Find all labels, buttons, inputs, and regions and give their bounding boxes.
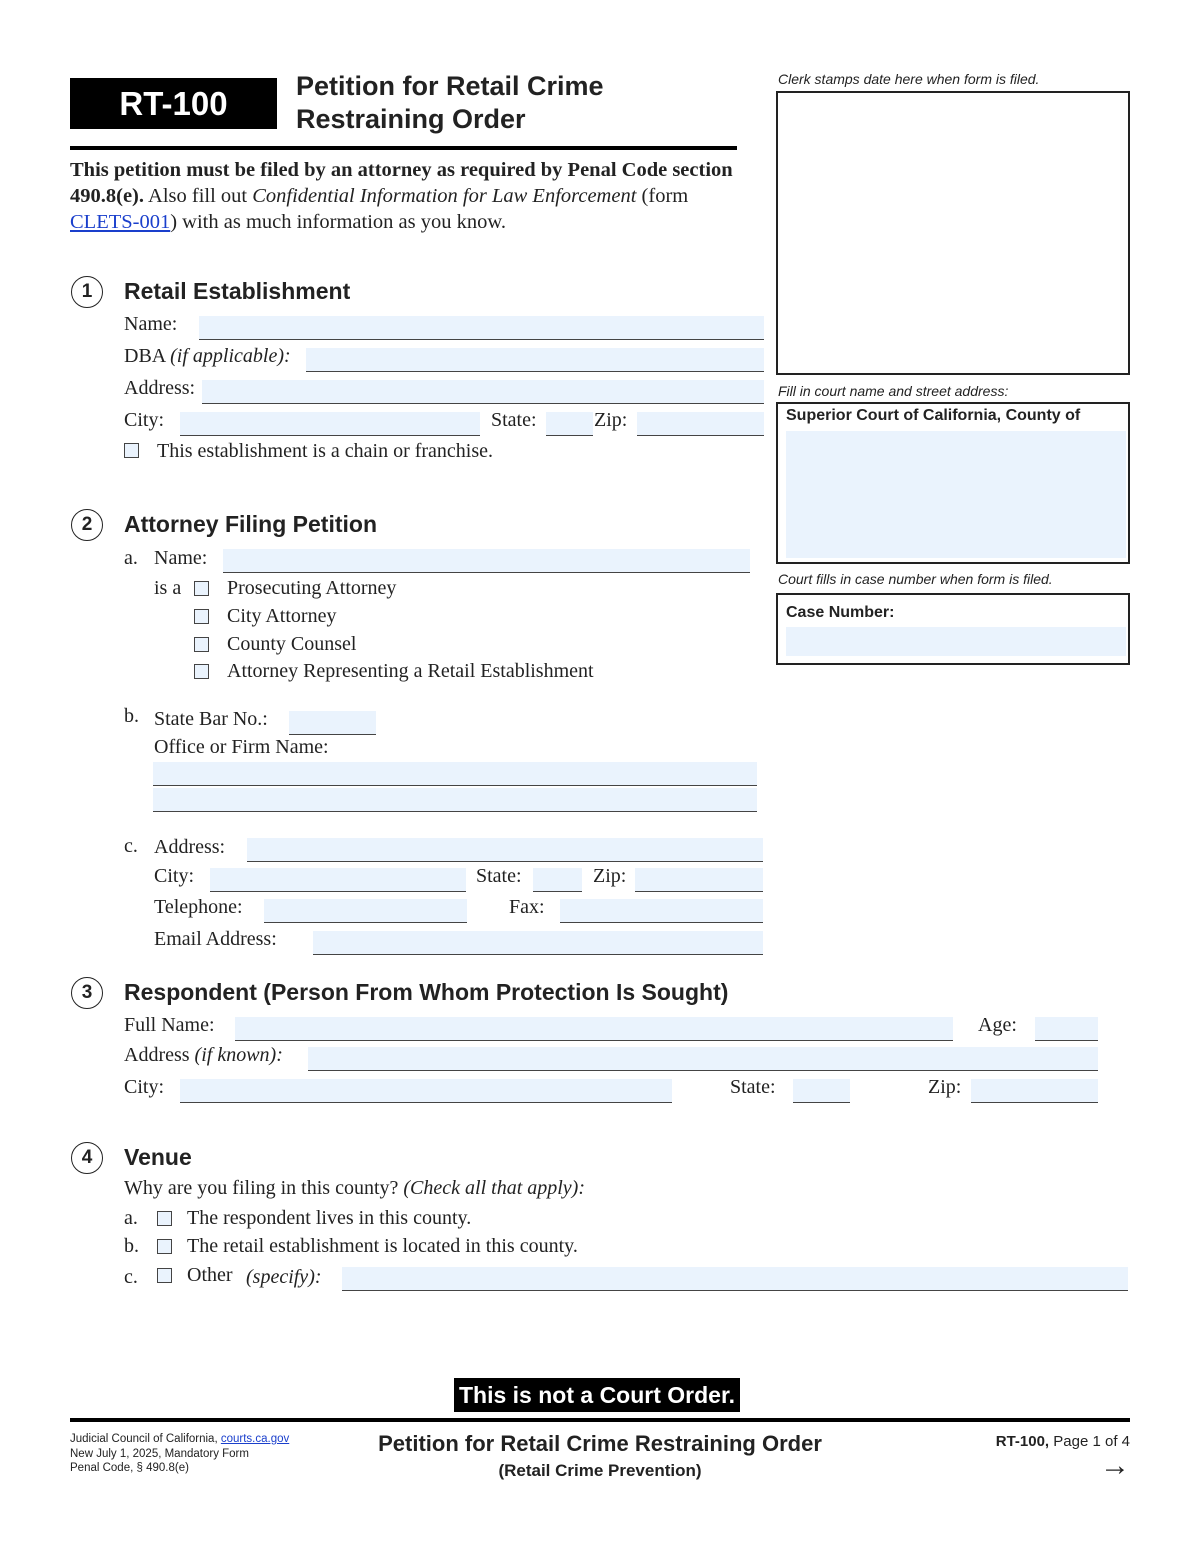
section1-number: 1 (71, 276, 103, 308)
clerk-caption: Clerk stamps date here when form is filed. (778, 71, 1040, 87)
s4-c-checkbox[interactable] (157, 1268, 172, 1283)
form-title (296, 70, 604, 136)
s3-address-text: Address (124, 1044, 190, 1066)
s1-chain-label: This establishment is a chain or franchise. (157, 440, 494, 462)
s4-b-letter: b. (124, 1235, 139, 1257)
s4-c-text: Other (187, 1264, 233, 1286)
case-caption: Court fills in case number when form is filed. (778, 571, 1053, 587)
s3-state-label: State: (730, 1076, 776, 1098)
s2-zip-input[interactable] (635, 868, 763, 892)
form-title-line1: Petition for Retail Crime (296, 71, 604, 101)
footer-council: Judicial Council of California, (70, 1433, 218, 1445)
s2-option-retail-attorney: Attorney Representing a Retail Establishment (227, 660, 594, 682)
s1-city-label: City: (124, 409, 165, 431)
s1-address-label: Address: (124, 377, 196, 399)
s4-a-letter: a. (124, 1207, 138, 1229)
s1-city-input[interactable] (180, 412, 480, 436)
s1-zip-input[interactable] (637, 412, 764, 436)
s2-retail-attorney-checkbox[interactable] (194, 664, 209, 679)
footer-page: Page 1 of 4 (1053, 1433, 1130, 1450)
s2-name-input[interactable] (223, 549, 750, 573)
form-title-line2: Restraining Order (296, 104, 526, 134)
s3-fullname-label: Full Name: (124, 1014, 215, 1036)
s2-firm-label: Office or Firm Name: (154, 736, 329, 758)
s1-name-label: Name: (124, 313, 178, 335)
footer-title: Petition for Retail Crime Restraining Order (378, 1431, 822, 1456)
section2-number: 2 (71, 509, 103, 541)
next-page-arrow-icon[interactable]: → (1100, 1449, 1130, 1482)
s3-age-input[interactable] (1035, 1017, 1098, 1041)
s2-bar-input[interactable] (289, 711, 376, 735)
s1-address-input[interactable] (202, 380, 764, 404)
case-box (776, 593, 1130, 665)
s4-a-text: The respondent lives in this county. (187, 1207, 472, 1229)
footer-rule (70, 1418, 1130, 1422)
case-heading: Case Number: (786, 604, 895, 621)
court-name-input[interactable] (786, 431, 1126, 558)
s4-b-text: The retail establishment is located in this county. (187, 1235, 578, 1257)
s3-address-italic: (if known): (194, 1044, 283, 1066)
footer-code-line: Penal Code, § 490.8(e) (70, 1462, 189, 1474)
s1-chain-checkbox[interactable] (124, 443, 139, 458)
s1-name-input[interactable] (199, 316, 764, 340)
s2-phone-input[interactable] (264, 899, 467, 923)
s4-question-text: Why are you filing in this county? (124, 1177, 399, 1199)
s2-city-input[interactable] (210, 868, 466, 892)
s2-option-city-attorney: City Attorney (227, 605, 337, 627)
s3-zip-input[interactable] (971, 1079, 1098, 1103)
s1-state-input[interactable] (546, 412, 593, 436)
s2-email-label: Email Address: (154, 928, 277, 950)
s2-address-label: Address: (154, 836, 226, 858)
s2-b-letter: b. (124, 705, 139, 727)
s4-question-italic: (Check all that apply): (403, 1177, 586, 1199)
s4-other-input[interactable] (342, 1267, 1128, 1291)
s3-fullname-input[interactable] (235, 1017, 953, 1041)
s3-city-label: City: (124, 1076, 165, 1098)
s2-fax-input[interactable] (560, 899, 763, 923)
not-court-order-notice: This is not a Court Order. (454, 1378, 740, 1412)
intro-text2: (form (636, 185, 689, 207)
s1-dba-label (124, 345, 291, 368)
intro-italic: Confidential Information for Law Enforcement (252, 185, 637, 207)
footer-subtitle: (Retail Crime Prevention) (498, 1461, 702, 1480)
s4-c-letter: c. (124, 1266, 138, 1288)
s2-email-input[interactable] (313, 931, 763, 955)
s2-state-label: State: (476, 865, 522, 887)
footer-council-line (70, 1432, 289, 1447)
s4-a-checkbox[interactable] (157, 1211, 172, 1226)
s4-b-checkbox[interactable] (157, 1239, 172, 1254)
s2-prosecuting-checkbox[interactable] (194, 581, 209, 596)
intro-paragraph (70, 157, 750, 235)
section2-title: Attorney Filing Petition (124, 511, 377, 537)
s1-dba-input[interactable] (306, 348, 764, 372)
s3-state-input[interactable] (793, 1079, 850, 1103)
s2-city-attorney-checkbox[interactable] (194, 609, 209, 624)
intro-text1: Also fill out (144, 185, 253, 207)
court-box (776, 402, 1130, 564)
s3-city-input[interactable] (180, 1079, 672, 1103)
s2-option-county-counsel: County Counsel (227, 633, 357, 655)
header-rule (70, 146, 737, 150)
s1-dba-italic: (if applicable): (170, 345, 291, 367)
court-heading: Superior Court of California, County of (786, 407, 1081, 424)
footer-form-ref: RT-100, (995, 1433, 1050, 1450)
court-caption: Fill in court name and street address: (778, 383, 1009, 399)
s2-is-a: is a (154, 577, 182, 599)
form-id-badge: RT-100 (70, 78, 277, 129)
intro-text3: ) with as much information as you know. (170, 211, 506, 233)
s3-zip-label: Zip: (928, 1076, 962, 1098)
intro-bold: This petition must be filed by an attorney as required by Penal Code section 490.8(e). (70, 159, 733, 207)
s3-address-label (124, 1044, 283, 1067)
footer-date-line: New July 1, 2025, Mandatory Form (70, 1447, 249, 1460)
s2-firm-input-1[interactable] (153, 762, 757, 786)
s1-dba-text: DBA (124, 345, 166, 367)
section1-title: Retail Establishment (124, 278, 351, 304)
footer-page-ref (960, 1433, 1130, 1450)
s4-c-italic: (specify): (246, 1266, 322, 1288)
footer-courts-link[interactable]: courts.ca.gov (220, 1433, 290, 1445)
s2-fax-label: Fax: (509, 896, 545, 918)
section4-number: 4 (71, 1142, 103, 1174)
s2-bar-label: State Bar No.: (154, 708, 268, 730)
section4-title: Venue (124, 1144, 192, 1170)
s2-state-input[interactable] (533, 868, 582, 892)
s1-zip-label: Zip: (594, 409, 628, 431)
s2-c-letter: c. (124, 835, 138, 857)
clerk-stamp-box (776, 91, 1130, 375)
s3-age-label: Age: (978, 1014, 1017, 1036)
s2-county-counsel-checkbox[interactable] (194, 637, 209, 652)
s4-question (124, 1177, 585, 1200)
clets-link[interactable]: CLETS-001 (70, 211, 171, 233)
footer-left (70, 1432, 289, 1476)
s3-address-input[interactable] (308, 1047, 1098, 1071)
s2-city-label: City: (154, 865, 195, 887)
s2-phone-label: Telephone: (154, 896, 243, 918)
section3-title: Respondent (Person From Whom Protection Is Sought) (124, 979, 729, 1005)
section3-number: 3 (71, 977, 103, 1009)
s2-option-prosecuting: Prosecuting Attorney (227, 577, 397, 599)
case-number-input[interactable] (786, 627, 1126, 656)
s2-firm-input-2[interactable] (153, 788, 757, 812)
s2-a-letter: a. (124, 547, 138, 569)
s1-state-label: State: (491, 409, 537, 431)
s2-zip-label: Zip: (593, 865, 627, 887)
s2-address-input[interactable] (247, 838, 763, 862)
s2-name-label: Name: (154, 547, 208, 569)
